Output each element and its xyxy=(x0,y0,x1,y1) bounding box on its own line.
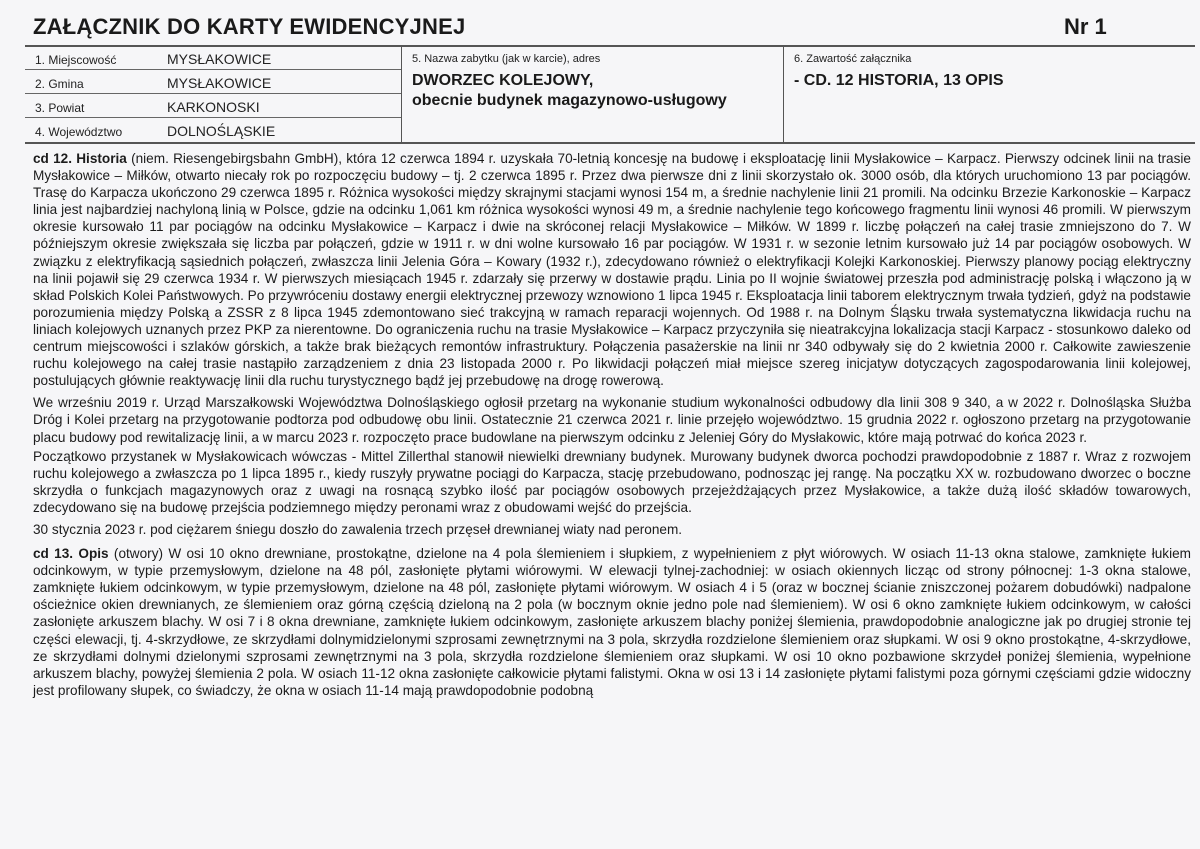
attachment-number: Nr 1 xyxy=(1064,14,1107,39)
history-paragraph-3: Początkowo przystanek w Mysłakowicach wówczas - Mittel Zillerthal stanowił niewielki drewniany budynek. Murowany budynek dworca pochodzi prawdopodobnie z 1887 r. Wraz z rozwojem ruchu kolejowego a zwłaszcza po 1 lipca 1895 r., kiedy ruszyły prywatne pociągi do Karpacza, stację przebudowano, podnosząc jej rangę. Na początku XX w. rozbudowano dworzec o boczne skrzydła o funkcjach magazynowych oraz z uwagi na rosnącą szybko ilość par pociągów osobowych przejeżdżających przez Mysłakowice, a także dużą ilość składów towarowych, zdecydowano się na budowę przejścia podziemnego między peronami wraz z obudowami wejść do przejścia. xyxy=(33,448,1191,515)
document-title: ZAŁĄCZNIK DO KARTY EWIDENCYJNEJ xyxy=(33,14,466,39)
history-paragraph-1 xyxy=(33,150,1191,389)
field-value: MYSŁAKOWICE xyxy=(167,75,272,91)
field-label: 3. Powiat xyxy=(35,101,85,115)
history-paragraph-4: 30 stycznia 2023 r. pod ciężarem śniegu doszło do zawalenia trzech przęseł drewnianej wiaty nad peronem. xyxy=(33,521,683,537)
description-text: (otwory) W osi 10 okno drewniane, prostokątne, dzielone na 4 pola ślemieniem i słupkiem, z wypełnieniem z płyt wiórowych. W osiach 11-13 okna stalowe, zamknięte łukiem odcinkowym, w typie przemysłowym, dzielone na 48 pól, zasłonięte płytami wiórowymi. W elewacji tylnej-zachodniej: w osiach okiennych licząc od strony północnej: 1-3 okna stalowe, zamknięte łukiem odcinkowym, w typie przemysłowym, dzielone na 48 pól, zasłonięte płytami wiórowym. W osiach 4 i 5 (oraz w bocznej ścianie zniszczonej pożarem dobudówki) nadpalone ościeżnice okien drewnianych, ze ślemieniem oraz górną częścią dzieloną na 2 pola (w bocznym oknie jedno pole nad ślemieniem). W osi 6 okno zamknięte łukiem odcinkowym, w całości zasłonięte arkuszem blachy. W osi 7 i 8 okna drewniane, zamknięte łukiem odcinkowym, zasłonięte arkuszem blachy poniżej ślemienia, prawdopodobnie analogiczne jak po drugiej stronie tej części elewacji, tj. 4-skrzydłowe, ze skrzydłami dolnymidzielonymi szprosami zewnętrznymi na 3 pola, skrzydła rozdzielone ślemieniem oraz słupkami. W osi 9 okno prostokątne, 4-skrzydłowe, ze skrzydłami dolnymi dzielonymi szprosami zewnętrznymi na 3 pola, skrzydła rozdzielone ślemieniem oraz słupkami. W osi 10 okno pozbawione skrzydeł poniżej ślemienia, wypełnione arkuszem blachy, powyżej ślemienia 2 pola. W osiach 11-12 okna zasłonięte całkowicie płytami falistymi. Okna w osi 13 i 14 zasłonięte płytami falistymi poza górnymi częściami gdzie widoczny jest profilowany słupek, co świadczy, że okna w osiach 11-14 mają prawdopodobnie podobną xyxy=(33,546,1191,698)
field-locality xyxy=(25,47,401,70)
attachment-contents-cell xyxy=(784,47,1195,142)
field-county xyxy=(25,95,401,118)
contents-value: - CD. 12 HISTORIA, 13 OPIS xyxy=(794,72,1004,89)
field-label: 2. Gmina xyxy=(35,77,84,91)
monument-name-cell xyxy=(401,47,784,142)
field-value: KARKONOSKI xyxy=(167,99,260,115)
description-paragraph-1 xyxy=(33,545,1191,699)
history-paragraph-2: We wrześniu 2019 r. Urząd Marszałkowski Województwa Dolnośląskiego ogłosił przetarg na wykonanie studium wykonalności odbudowy dla linii 308 9 340, a w 2022 r. Dolnośląska Służba Dróg i Kolei przetarg na przygotowanie podtorza pod odbudowę obu linii. Ostatecznie 21 czerwca 2021 r. linie przejęło województwo. 15 grudnia 2022 r. ogłoszono przetarg na przygotowanie placu budowy pod rewitalizację linii, a w marcu 2023 r. rozpoczęto prace budowlane na pierwszym odcinku z Jeleniej Góry do Mysłakowic, które mają potrwać do końca 2023 r. xyxy=(33,395,1191,445)
location-fields xyxy=(25,47,401,142)
field-label: 4. Województwo xyxy=(35,125,123,139)
field-voivodeship xyxy=(25,119,401,142)
history-heading: cd 12. Historia xyxy=(33,151,127,166)
monument-name-line1: DWORZEC KOLEJOWY, xyxy=(412,72,594,89)
field-commune xyxy=(25,71,401,94)
description-heading: cd 13. Opis xyxy=(33,546,109,562)
monument-label: 5. Nazwa zabytku (jak w karcie), adres xyxy=(412,53,601,65)
history-text: (niem. Riesengebirgsbahn GmbH), która 12 czerwca 1894 r. uzyskała 70-letnią koncesję na budowę i eksploatację linii Mysłakowice – Karpacz. Pierwszy odcinek linii na trasie Mysłakowice – Miłków, otwarto niecały rok po rozpoczęciu budowy – tj. 2 czerwca 1895 r. Przez dwa pierwsze dni z linii skorzystało ok. 3000 osób, dla których uruchomiono 13 par pociągów. Trasę do Karpacza ukończono 29 czerwca 1895 r. Różnica wysokości między skrajnymi stacjami wynosi 154 m, a średnie nachylenie linii 21 promili. Na odcinku Brzezie Karkonoskie – Karpacz linia jest najbardziej nachyloną linią w Polsce, gdzie na odcinku 1,061 km różnica wysokości wynosi 49 m, a średnie nachylenie tego końcowego fragmentu linii wynosi 46 promili. W pierwszym okresie kursowało 11 par pociągów na odcinku Mysłakowice – Karpacz i dwie na skróconej relacji Mysłakowice – Miłków. W 1899 r. liczbę połączeń na całej trasie zmniejszono do 7. W późniejszym okresie zwiększała się liczba par połączeń, gdzie w 1911 r. w dni wolne kursowało 16 par pociągów. W 1931 r. w sezonie letnim kursowało już 14 par pociągów osobowych. W związku z elektryfikacją sąsiednich połączeń, zwłaszcza linii Jelenia Góra – Kowary (1932 r.), zdecydowano również o elektryfikacji Kolejki Karkonoskiej. Pierwszy planowy pociąg elektryczny na linii pojawił się 29 czerwca 1934 r. W pierwszych miesiącach 1945 r. zdarzały się przerwy w dostawie prądu. Linia po II wojnie światowej przeszła pod administrację polską i włączono ją w skład Polskich Kolei Państwowych. Po przywróceniu dostawy energii elektrycznej przewozy wznowiono 1 lipca 1945 r. Eksploatacja linii taborem elektrycznym trwała tydzień, gdyż na podstawie porozumienia między Polską a ZSSR z 8 lipca 1945 zdemontowano sieć trakcyjną w ramach reparacji wojennych. Od 1988 r. na Dolnym Śląsku trwała systematyczna likwidacja ruchu na liniach kolejowych uznanych przez PKP za nierentowne. Do ograniczenia ruchu na trasie Mysłakowice – Karpacz przyczyniła się nieatrakcyjna lokalizacja stacji Karpacz - stosunkowo daleko od centrum miejscowości i szlaków górskich, a także brak bieżących remontów infrastruktury. Połączenia pasażerskie na linii nr 340 odbywały się do 2 kwietnia 2000 r. Całkowite zawieszenie ruchu kolejowego na całej trasie nastąpiło zarządzeniem z dnia 23 listopada 2000 r. Po likwidacji połączeń miał miejsce szereg inicjatyw dotyczących zagospodarowania linii kolejowej, postulujących głównie reaktywację linii dla ruchu turystycznego bądź jej przebudowę na drogę rowerową. xyxy=(33,151,1191,389)
monument-name xyxy=(412,71,727,111)
contents-label: 6. Zawartość załącznika xyxy=(794,53,912,65)
field-value: DOLNOŚLĄSKIE xyxy=(167,123,276,139)
header-table xyxy=(25,45,1195,144)
field-value: MYSŁAKOWICE xyxy=(167,51,272,67)
document-body xyxy=(33,150,1191,704)
field-label: 1. Miejscowość xyxy=(35,53,117,67)
monument-name-line2: obecnie budynek magazynowo-usługowy xyxy=(412,92,727,109)
